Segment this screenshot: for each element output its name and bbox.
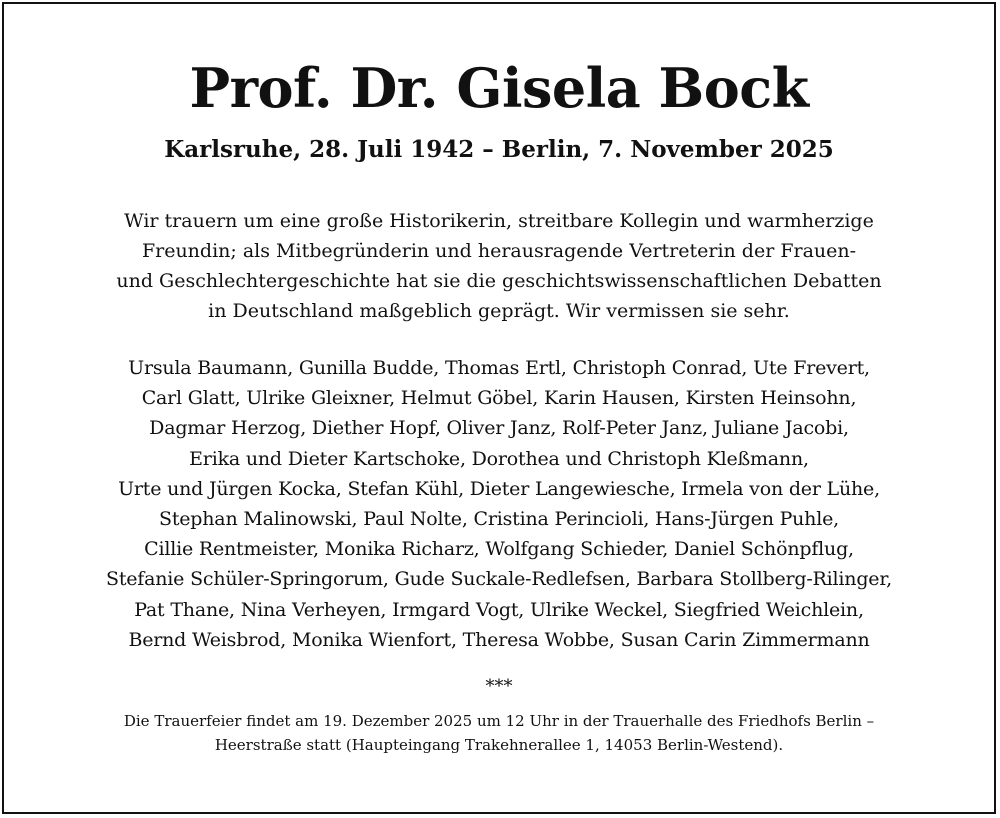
mourners-line: Pat Thane, Nina Verheyen, Irmgard Vogt, Ulrike Weckel, Siegfried Weichlein,: [134, 598, 864, 621]
mourners-line: Bernd Weisbrod, Monika Wienfort, Theresa Wobbe, Susan Carin Zimmermann: [128, 628, 870, 651]
obituary-notice: [2, 2, 996, 814]
mourners-line: Urte und Jürgen Kocka, Stefan Kühl, Dieter Langewiesche, Irmela von der Lühe,: [118, 477, 880, 500]
mourners-line: Erika und Dieter Kartschoke, Dorothea und Christoph Kleßmann,: [189, 447, 809, 470]
mourners-line: Dagmar Herzog, Diether Hopf, Oliver Janz, Rolf-Peter Janz, Juliane Jacobi,: [149, 417, 849, 440]
ceremony-line: Die Trauerfeier findet am 19. Dezember 2025 um 12 Uhr in der Trauerhalle des Friedhofs Berlin –: [123, 712, 875, 730]
tribute-line: Freundin; als Mitbegründerin und herausragende Vertreterin der Frauen-: [141, 240, 857, 262]
life-dates: Karlsruhe, 28. Juli 1942 – Berlin, 7. November 2025: [164, 136, 834, 163]
ceremony-line: Heerstraße statt (Haupteingang Trakehnerallee 1, 14053 Berlin-Westend).: [214, 736, 784, 754]
separator: ***: [485, 676, 513, 697]
tribute-line: und Geschlechtergeschichte hat sie die geschichtswissenschaftlichen Debatten: [116, 270, 882, 292]
tribute-text: [44, 206, 954, 326]
mourners-line: Carl Glatt, Ulrike Gleixner, Helmut Göbel, Karin Hausen, Kirsten Heinsohn,: [141, 387, 857, 410]
ceremony-info: [34, 709, 964, 757]
mourners-line: Stephan Malinowski, Paul Nolte, Cristina Perincioli, Hans-Jürgen Puhle,: [159, 508, 839, 531]
mourners-line: Stefanie Schüler-Springorum, Gude Suckale-Redlefsen, Barbara Stollberg-Rilinger,: [106, 568, 892, 591]
mourners-line: Ursula Baumann, Gunilla Budde, Thomas Ertl, Christoph Conrad, Ute Frevert,: [128, 357, 870, 379]
tribute-line: Wir trauern um eine große Historikerin, streitbare Kollegin und warmherzige: [124, 210, 874, 232]
mourners-list: [24, 353, 974, 655]
tribute-line: in Deutschland maßgeblich geprägt. Wir vermissen sie sehr.: [208, 300, 790, 322]
deceased-name: Prof. Dr. Gisela Bock: [189, 56, 809, 120]
mourners-line: Cillie Rentmeister, Monika Richarz, Wolfgang Schieder, Daniel Schönpflug,: [144, 538, 854, 561]
